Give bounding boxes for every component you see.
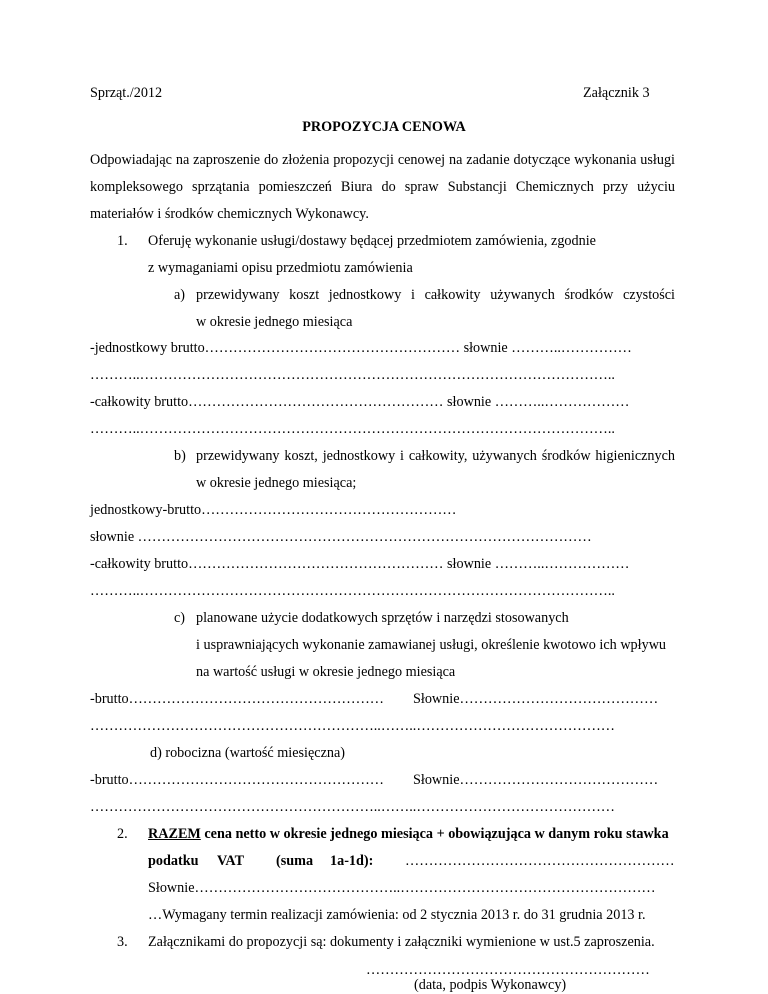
- razem-label: RAZEM: [148, 826, 201, 842]
- item-1d-gross-row: -brutto………………………………………………: [90, 772, 384, 788]
- item-1a-dots-row-2: ………..………………………………………………………………………………………..: [90, 421, 615, 437]
- item-1-line-1: Oferuję wykonanie usługi/dostawy będącej przedmiotem zamówienia, zgodnie: [148, 233, 596, 249]
- item-2-vat-word-1: podatku: [148, 853, 199, 869]
- item-2-term-row: …Wymagany termin realizacji zamówienia: od 2 stycznia 2013 r. do 31 grudnia 2013 r.: [148, 907, 646, 923]
- item-1b-line-2: w okresie jednego miesiąca;: [196, 475, 357, 491]
- item-2-vat-word-4: 1a-1d):: [330, 853, 374, 869]
- item-1c-dots-row: ……………………………………………………..……..……………………………………: [90, 718, 615, 734]
- item-1a-unit-price-row: -jednostkowy brutto……………………………………………… słownie ………..……………: [90, 340, 632, 356]
- item-2-vat-word-3: (suma: [276, 853, 314, 869]
- item-1d-words-field: Słownie……………………………………: [413, 772, 659, 788]
- item-1a-line-1: przewidywany koszt jednostkowy i całkowity używanych środków czystości: [196, 287, 675, 303]
- item-3-text: Załącznikami do propozycji są: dokumenty i załączniki wymienione w ust.5 zaproszenia.: [148, 934, 655, 950]
- item-1c-words-field: Słownie……………………………………: [413, 691, 659, 707]
- item-1a-total-price-row: -całkowity brutto……………………………………………… słownie ………..………………: [90, 394, 630, 410]
- item-1a-label: a): [174, 287, 186, 303]
- item-1c-line-1: planowane użycie dodatkowych sprzętów i narzędzi stosowanych: [196, 610, 569, 626]
- signature-dots: ……………………………………………………: [366, 962, 650, 978]
- item-1c-label: c): [174, 610, 186, 626]
- item-2-line-1: [148, 826, 669, 843]
- item-3-number: 3.: [117, 934, 128, 950]
- attachment-label: Załącznik 3: [583, 85, 650, 101]
- item-2-vat-word-2: VAT: [217, 853, 245, 869]
- item-1d-label: d) robocizna (wartość miesięczna): [150, 745, 345, 761]
- item-1-line-2: z wymaganiami opisu przedmiotu zamówienia: [148, 260, 413, 276]
- item-1c-gross-row: -brutto………………………………………………: [90, 691, 384, 707]
- item-2-words-row: Słownie……………………………………..………………………………………………: [148, 880, 656, 896]
- item-1-number: 1.: [117, 233, 128, 249]
- item-1c-line-3: na wartość usługi w okresie jednego miesiąca: [196, 664, 456, 680]
- item-1b-words-row: słownie ……………………………………………………………………………………: [90, 529, 592, 545]
- item-1c-line-2: i usprawniających wykonanie zamawianej usługi, określenie kwotowo ich wpływu: [196, 637, 667, 653]
- item-2-number: 2.: [117, 826, 128, 842]
- page-title: PROPOZYCJA CENOWA: [302, 119, 466, 135]
- item-1b-total-price-row: -całkowity brutto……………………………………………… słownie ………..………………: [90, 556, 630, 572]
- intro-line-1: Odpowiadając na zaproszenie do złożenia propozycji cenowej na zadanie dotyczące wykonania usługi: [90, 152, 675, 168]
- item-1a-line-2: w okresie jednego miesiąca: [196, 314, 353, 330]
- item-1a-dots-row: ………..………………………………………………………………………………………..: [90, 367, 615, 383]
- item-2-line-1-rest: cena netto w okresie jednego miesiąca + obowiązująca w danym roku stawka: [200, 826, 669, 842]
- item-1b-dots-row: ………..………………………………………………………………………………………..: [90, 583, 615, 599]
- intro-line-3: materiałów i środków chemicznych Wykonawcy.: [90, 206, 369, 222]
- item-1d-dots-row: ……………………………………………………..……..……………………………………: [90, 799, 615, 815]
- item-1b-label: b): [174, 448, 186, 464]
- document-reference: Sprząt./2012: [90, 85, 163, 101]
- item-2-vat-dots: …………………………………………………: [405, 853, 675, 869]
- item-1b-unit-price-row: jednostkowy-brutto………………………………………………: [90, 502, 457, 518]
- item-1b-line-1: przewidywany koszt, jednostkowy i całkowity, używanych środków higienicznych: [196, 448, 675, 464]
- intro-line-2: kompleksowego sprzątania pomieszczeń Biura do spraw Substancji Chemicznych przy użyciu: [90, 179, 675, 195]
- signature-caption: (data, podpis Wykonawcy): [414, 977, 567, 993]
